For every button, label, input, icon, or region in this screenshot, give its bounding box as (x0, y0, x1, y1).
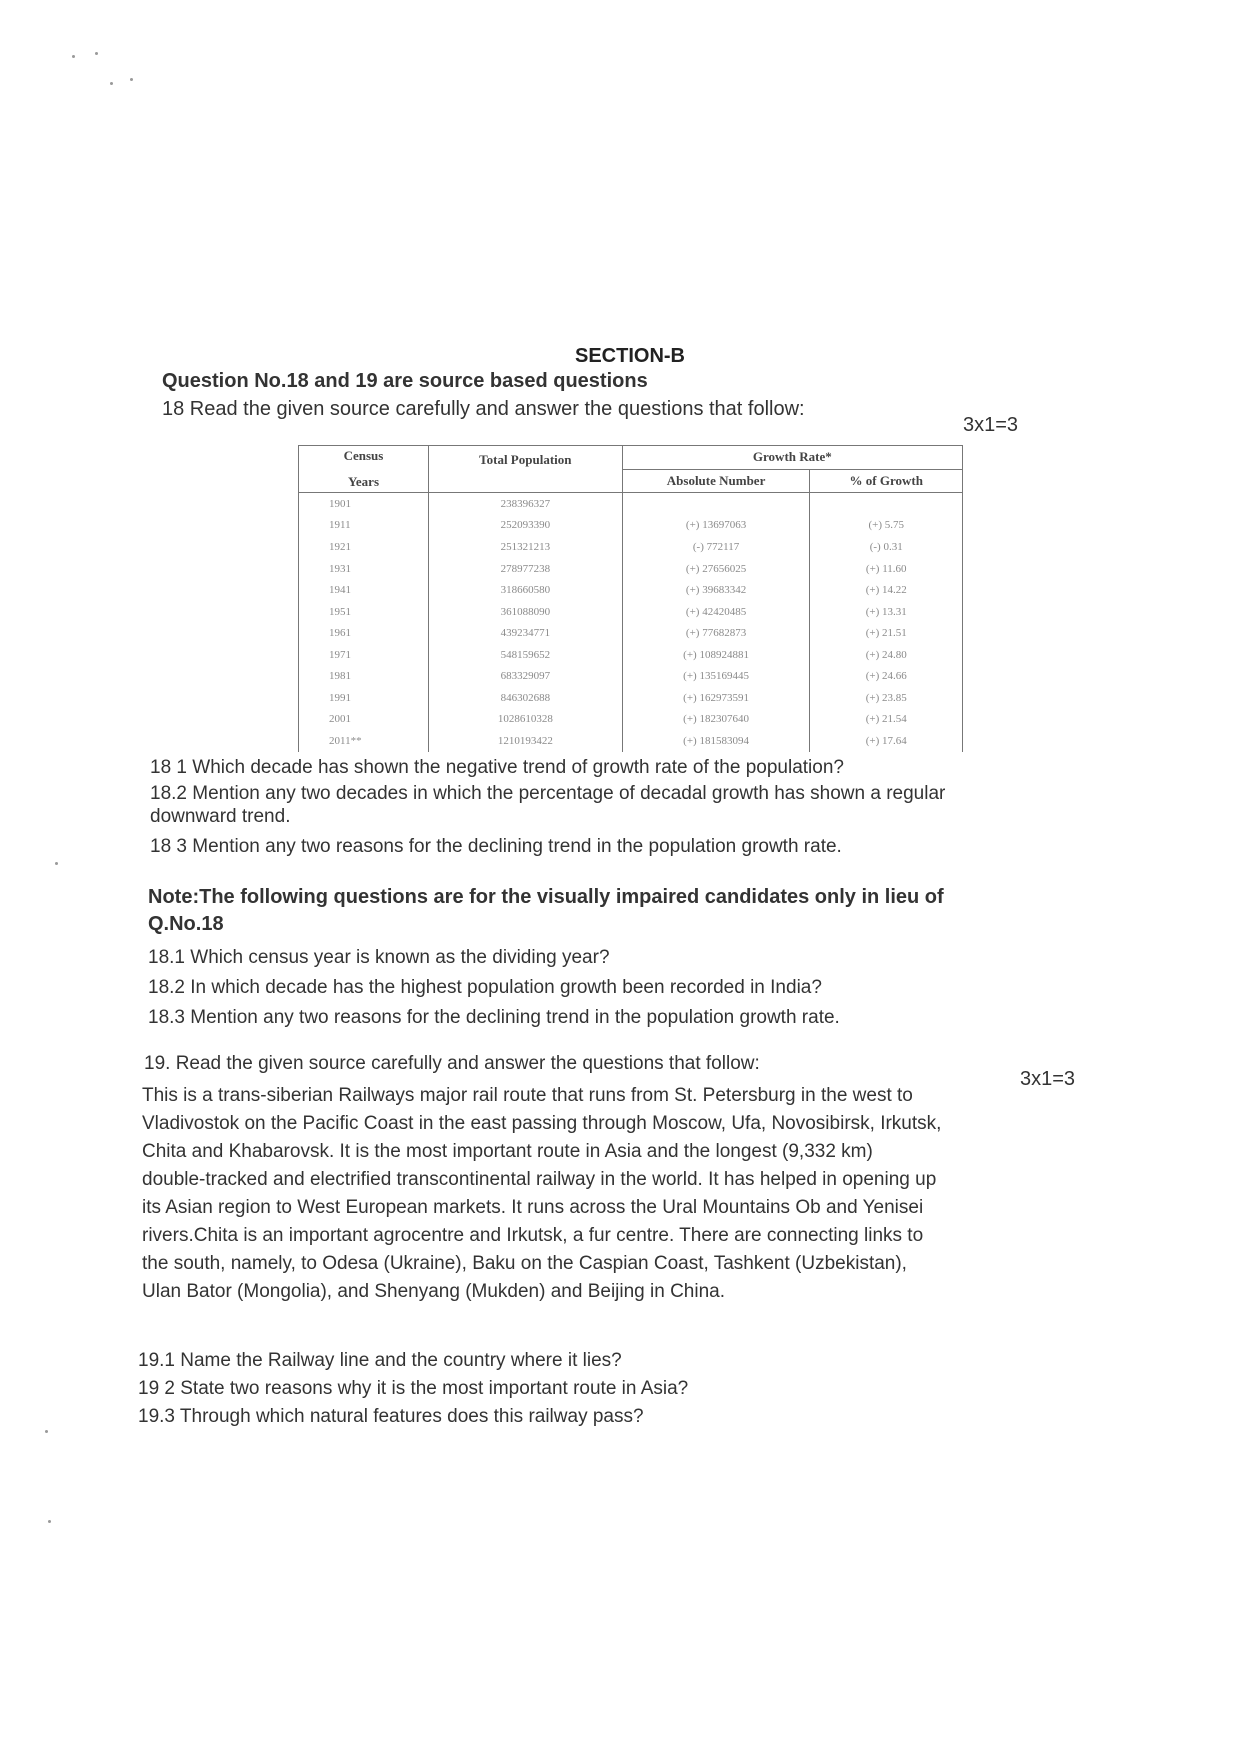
question-18-2-line1: 18.2 Mention any two decades in which the percentage of decadal growth has shown a regular (150, 783, 946, 804)
scan-speck (48, 1520, 51, 1523)
cell-percent-growth: (+) 5.75 (810, 515, 963, 537)
census-row (299, 515, 963, 537)
question-19-3: 19.3 Through which natural features does this railway pass? (138, 1406, 644, 1427)
note-line-1: Note:The following questions are for the visually impaired candidates only in lieu of (148, 886, 944, 908)
col-header-absolute-number: Absolute Number (622, 469, 810, 493)
census-row (299, 644, 963, 666)
cell-total-population: 278977238 (428, 558, 622, 580)
scan-speck (55, 862, 58, 865)
col-header-percent-growth: % of Growth (810, 469, 963, 493)
cell-year: 1951 (299, 601, 429, 623)
cell-absolute-number: (+) 77682873 (622, 622, 810, 644)
question-19-marks: 3x1=3 (1020, 1068, 1076, 1090)
cell-absolute-number: (-) 772117 (622, 536, 810, 558)
cell-year: 1971 (299, 644, 429, 666)
cell-absolute-number: (+) 108924881 (622, 644, 810, 666)
cell-year: 2001 (299, 709, 429, 731)
cell-absolute-number: (+) 13697063 (622, 515, 810, 537)
cell-percent-growth: (+) 21.51 (810, 622, 963, 644)
cell-year: 1921 (299, 536, 429, 558)
cell-percent-growth: (+) 13.31 (810, 601, 963, 623)
cell-total-population: 238396327 (428, 493, 622, 515)
cell-year: 1941 (299, 579, 429, 601)
cell-total-population: 252093390 (428, 515, 622, 537)
cell-year: 1911 (299, 515, 429, 537)
passage-line: rivers.Chita is an important agrocentre and Irkutsk, a fur centre. There are connecting links to (142, 1225, 924, 1246)
passage-line: the south, namely, to Odesa (Ukraine), Baku on the Caspian Coast, Tashkent (Uzbekistan), (142, 1253, 907, 1274)
question-18-2-line2: downward trend. (150, 806, 291, 827)
cell-absolute-number: (+) 39683342 (622, 579, 810, 601)
question-19-2: 19 2 State two reasons why it is the most important route in Asia? (138, 1378, 689, 1399)
instruction-text: Question No.18 and 19 are source based questions (162, 370, 648, 392)
cell-total-population: 846302688 (428, 687, 622, 709)
question-18-1: 18 1 Which decade has shown the negative trend of growth rate of the population? (150, 757, 844, 778)
cell-absolute-number: (+) 135169445 (622, 666, 810, 688)
census-row (299, 493, 963, 515)
col-header-years: Years (347, 474, 379, 489)
census-table-body (299, 493, 963, 753)
cell-absolute-number: (+) 162973591 (622, 687, 810, 709)
census-row (299, 687, 963, 709)
cell-year: 1931 (299, 558, 429, 580)
scan-speck (110, 82, 113, 85)
question-18-marks: 3x1=3 (963, 414, 1019, 436)
cell-percent-growth: (+) 24.66 (810, 666, 963, 688)
cell-total-population: 318660580 (428, 579, 622, 601)
passage-line: its Asian region to West European markets. It runs across the Ural Mountains Ob and Yenisei (142, 1197, 924, 1218)
scan-speck (95, 52, 98, 55)
cell-percent-growth: (+) 17.64 (810, 730, 963, 752)
cell-total-population: 251321213 (428, 536, 622, 558)
cell-absolute-number: (+) 181583094 (622, 730, 810, 752)
question-18-3: 18 3 Mention any two reasons for the declining trend in the population growth rate. (150, 836, 842, 857)
cell-year: 2011** (299, 730, 429, 752)
question-19-heading: 19. Read the given source carefully and answer the questions that follow: (144, 1053, 760, 1074)
cell-total-population: 1028610328 (428, 709, 622, 731)
scan-speck (45, 1430, 48, 1433)
census-row (299, 579, 963, 601)
cell-year: 1981 (299, 666, 429, 688)
passage-line: This is a trans-siberian Railways major rail route that runs from St. Petersburg in the west to (142, 1085, 913, 1106)
census-row (299, 730, 963, 752)
cell-percent-growth: (-) 0.31 (810, 536, 963, 558)
scan-speck (130, 78, 133, 81)
cell-total-population: 361088090 (428, 601, 622, 623)
cell-total-population: 683329097 (428, 666, 622, 688)
cell-percent-growth: (+) 21.54 (810, 709, 963, 731)
col-header-census: Census (343, 448, 384, 463)
passage-line: Vladivostok on the Pacific Coast in the east passing through Moscow, Ufa, Novosibirsk, Irkutsk, (142, 1113, 942, 1134)
census-row (299, 709, 963, 731)
cell-percent-growth (810, 493, 963, 515)
passage-line: Chita and Khabarovsk. It is the most important route in Asia and the longest (9,332 km) (142, 1141, 873, 1162)
cell-year: 1961 (299, 622, 429, 644)
vi-question-18-2: 18.2 In which decade has the highest population growth been recorded in India? (148, 977, 822, 998)
cell-total-population: 548159652 (428, 644, 622, 666)
cell-absolute-number: (+) 27656025 (622, 558, 810, 580)
census-row (299, 536, 963, 558)
cell-absolute-number (622, 493, 810, 515)
col-header-total-population: Total Population (428, 446, 622, 493)
section-title: SECTION-B (575, 345, 685, 367)
question-19-passage (142, 1082, 1092, 1306)
cell-percent-growth: (+) 14.22 (810, 579, 963, 601)
note-line-2: Q.No.18 (148, 913, 224, 935)
vi-question-18-1: 18.1 Which census year is known as the dividing year? (148, 947, 610, 968)
cell-percent-growth: (+) 24.80 (810, 644, 963, 666)
census-row (299, 622, 963, 644)
census-row (299, 666, 963, 688)
cell-percent-growth: (+) 23.85 (810, 687, 963, 709)
cell-absolute-number: (+) 42420485 (622, 601, 810, 623)
col-header-census-years (299, 446, 429, 493)
cell-percent-growth: (+) 11.60 (810, 558, 963, 580)
scan-speck (72, 55, 75, 58)
passage-line: double-tracked and electrified transcontinental railway in the world. It has helped in opening up (142, 1169, 937, 1190)
cell-absolute-number: (+) 182307640 (622, 709, 810, 731)
vi-question-18-3: 18.3 Mention any two reasons for the declining trend in the population growth rate. (148, 1007, 840, 1028)
census-row (299, 558, 963, 580)
question-19-1: 19.1 Name the Railway line and the country where it lies? (138, 1350, 622, 1371)
col-header-growth-rate: Growth Rate* (622, 446, 962, 470)
cell-year: 1991 (299, 687, 429, 709)
cell-year: 1901 (299, 493, 429, 515)
question-18-heading: 18 Read the given source carefully and answer the questions that follow: (162, 398, 805, 420)
cell-total-population: 1210193422 (428, 730, 622, 752)
cell-total-population: 439234771 (428, 622, 622, 644)
census-growth-table (298, 445, 963, 752)
census-row (299, 601, 963, 623)
passage-line: Ulan Bator (Mongolia), and Shenyang (Mukden) and Beijing in China. (142, 1281, 726, 1302)
